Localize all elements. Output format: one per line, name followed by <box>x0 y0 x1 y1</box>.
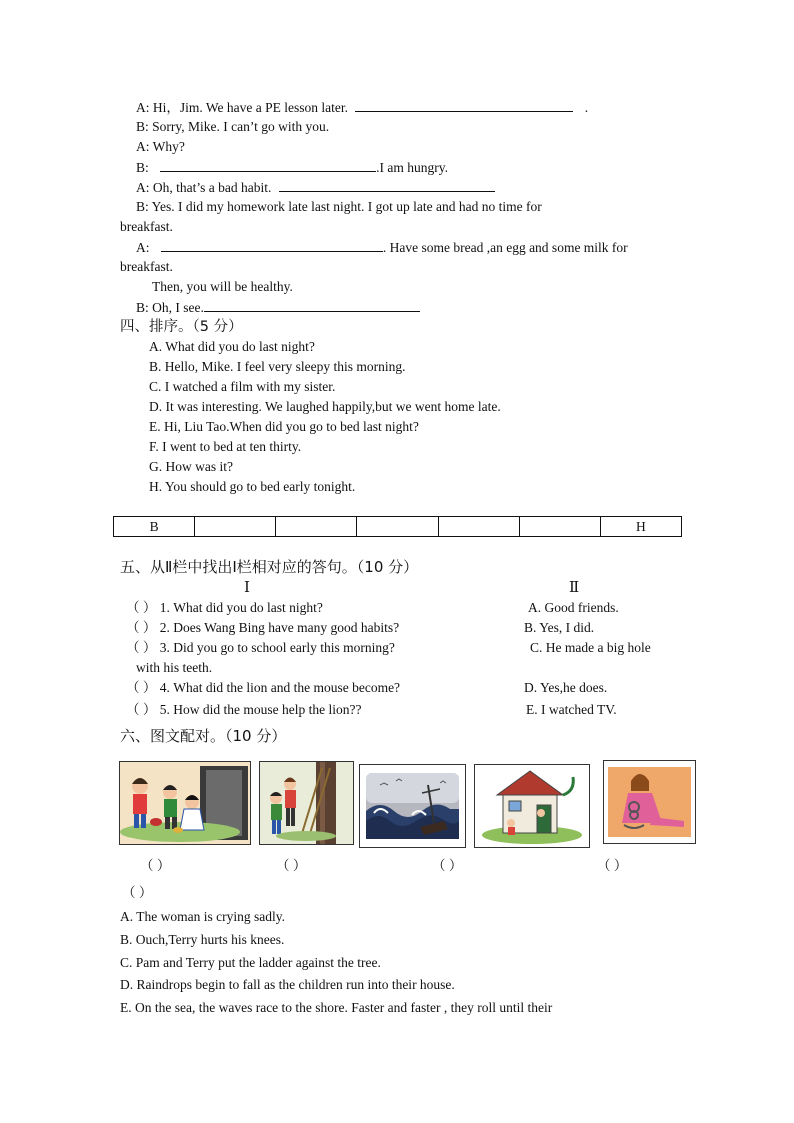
match-row: （ ） 1. What did you do last night? <box>126 600 323 615</box>
sentence-item: A. The woman is crying sadly. <box>120 909 285 924</box>
dialogue-line-4: B: .I am hungry. <box>136 157 448 178</box>
answer-option: A. Good friends. <box>528 600 619 615</box>
match-row: （ ） 3. Did you go to school early this morning? <box>126 640 395 655</box>
order-cell[interactable] <box>357 517 438 537</box>
dialogue-line-11: B: Oh, I see. <box>136 297 420 318</box>
picture-children-playing <box>119 761 251 845</box>
answer-blank[interactable] <box>160 157 376 172</box>
answer-parentheses[interactable]: （ ） <box>126 640 157 655</box>
sentence-item: D. It was interesting. We laughed happily,but we went home late. <box>149 399 501 414</box>
order-cell[interactable] <box>195 517 276 537</box>
sentence-item: F. I went to bed at ten thirty. <box>149 439 302 454</box>
dialogue-line-2: B: Sorry, Mike. I can’t go with you. <box>136 119 330 134</box>
picture-answer-parentheses[interactable]: （ ） <box>597 858 628 873</box>
section5-title: 五、从Ⅱ栏中找出Ⅰ栏相对应的答句。（10 分） <box>120 558 419 576</box>
sentence-item: B. Ouch,Terry hurts his knees. <box>120 932 285 947</box>
answer-blank[interactable] <box>279 177 495 192</box>
order-cell[interactable]: B <box>114 517 195 537</box>
sentence-item: G. How was it? <box>149 459 233 474</box>
order-cell[interactable] <box>438 517 519 537</box>
sentence-item: C. I watched a film with my sister. <box>149 379 336 394</box>
sentence-item: E. Hi, Liu Tao.When did you go to bed last night? <box>149 419 419 434</box>
order-cell[interactable] <box>519 517 600 537</box>
waves-illustration <box>360 765 465 847</box>
woman-crying-illustration <box>604 761 695 843</box>
dialogue-line-3: A: Why? <box>136 139 185 154</box>
picture-woman-crying <box>603 760 696 844</box>
children-playing-illustration <box>120 762 250 844</box>
section6-title: 六、图文配对。（10 分） <box>120 727 287 745</box>
answer-parentheses[interactable]: （ ） <box>126 702 157 717</box>
dialogue-line-6: B: Yes. I did my homework late last night. I got up late and had no time for <box>136 199 542 214</box>
answer-option: D. Yes,he does. <box>524 680 608 695</box>
dialogue-line-1: A: Hi，Jim. We have a PE lesson later. . <box>136 97 588 118</box>
answer-blank[interactable] <box>204 297 420 312</box>
picture-answer-parentheses[interactable]: （ ） <box>432 858 463 873</box>
answer-option: B. Yes, I did. <box>524 620 595 635</box>
picture-house-in-rain <box>474 764 590 848</box>
answer-parentheses[interactable]: （ ） <box>126 620 157 635</box>
dialogue-line-10: Then, you will be healthy. <box>152 279 293 294</box>
children-at-tree-illustration <box>260 762 353 844</box>
sentence-item: H. You should go to bed early tonight. <box>149 479 356 494</box>
dialogue-line-7: breakfast. <box>120 219 173 234</box>
house-illustration <box>475 765 589 847</box>
match-row: （ ） 4. What did the lion and the mouse become? <box>126 680 401 695</box>
column-2-header: Ⅱ <box>569 580 580 596</box>
order-table <box>113 516 682 537</box>
match-row: （ ） 2. Does Wang Bing have many good habits? <box>126 620 400 635</box>
picture-answer-parentheses[interactable]: （ ） <box>122 885 153 900</box>
picture-answer-parentheses[interactable]: （ ） <box>276 858 307 873</box>
section4-title: 四、排序。（5 分） <box>120 319 243 335</box>
match-row: （ ） 5. How did the mouse help the lion?? <box>126 702 362 717</box>
picture-answer-parentheses[interactable]: （ ） <box>140 858 171 873</box>
answer-blank[interactable] <box>355 97 573 112</box>
column-1-header: Ⅰ <box>244 580 250 596</box>
dialogue-line-8: A: . Have some bread ,an egg and some milk for <box>136 237 628 258</box>
sentence-item: A. What did you do last night? <box>149 339 315 354</box>
order-cell[interactable] <box>276 517 357 537</box>
order-cell[interactable]: H <box>600 517 681 537</box>
dialogue-line-5: A: Oh, that’s a bad habit. <box>136 177 495 198</box>
picture-waves-on-sea <box>359 764 466 848</box>
sentence-item: B. Hello, Mike. I feel very sleepy this morning. <box>149 359 406 374</box>
answer-parentheses[interactable]: （ ） <box>126 600 157 615</box>
sentence-item: D. Raindrops begin to fall as the children run into their house. <box>120 977 455 992</box>
sentence-item: C. Pam and Terry put the ladder against the tree. <box>120 955 381 970</box>
sentence-item: E. On the sea, the waves race to the shore. Faster and faster , they roll until their <box>120 1000 553 1015</box>
picture-children-at-tree <box>259 761 354 845</box>
answer-blank[interactable] <box>161 237 383 252</box>
answer-continuation: with his teeth. <box>136 660 213 675</box>
dialogue-line-9: breakfast. <box>120 259 173 274</box>
answer-parentheses[interactable]: （ ） <box>126 680 157 695</box>
answer-option: E. I watched TV. <box>526 702 617 717</box>
answer-option: C. He made a big hole <box>530 640 651 655</box>
